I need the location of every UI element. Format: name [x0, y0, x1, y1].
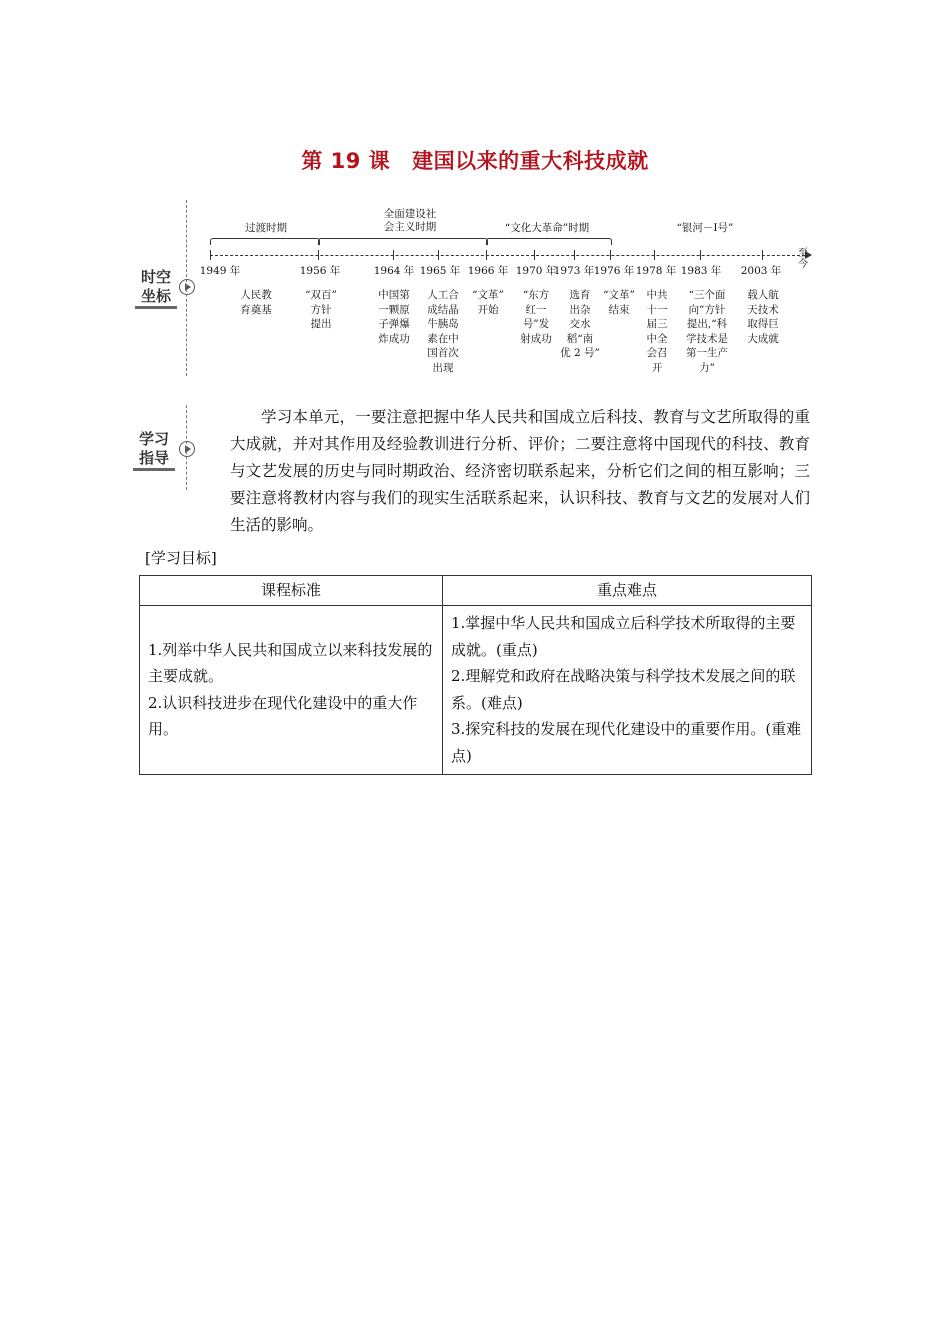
column-header: 重点难点 — [443, 576, 812, 606]
timeline-event: 中共 十一 届三 中全 会召 开 — [646, 289, 668, 374]
lesson-name: 建国以来的重大科技成就 — [412, 149, 649, 173]
period-brace — [210, 238, 320, 245]
year-tick — [762, 250, 763, 260]
year-tick — [393, 250, 394, 260]
year-label: 1978 年 — [635, 265, 677, 277]
year-label: 1983 年 — [680, 265, 722, 277]
timeline-event: “三个面 向”方针 提出,“科 学技术是 第一生产 力” — [686, 289, 728, 374]
year-label: 1973 年 — [553, 265, 595, 277]
play-arrow-icon — [179, 279, 195, 295]
section-divider — [186, 200, 187, 376]
axis-end-label: 至今 — [798, 248, 808, 270]
period-label: 全面建设社 会主义时期 — [383, 208, 437, 233]
year-label: 1976 年 — [593, 265, 635, 277]
list-item: 2.理解党和政府在战略决策与科学技术发展之间的联系。(难点) — [451, 667, 796, 712]
timeline-event: 载人航 天技术 取得巨 大成就 — [747, 289, 779, 345]
timeline-axis — [210, 255, 810, 256]
timeline-label-line2: 坐标 — [135, 287, 177, 309]
timeline-section-label — [135, 268, 177, 309]
period-label: “银河－Ⅰ号” — [676, 222, 734, 234]
curriculum-standards-cell — [140, 605, 443, 774]
year-tick — [486, 250, 487, 260]
year-label: 1970 年 — [515, 265, 557, 277]
timeline-event: “东方 红一 号”发 射成功 — [520, 289, 552, 345]
timeline-label-line1: 时空 — [140, 268, 171, 286]
period-brace — [486, 238, 612, 245]
year-label: 1956 年 — [299, 265, 341, 277]
study-guide-text: 学习本单元，一要注意把握中华人民共和国成立后科技、教育与文艺所取得的重大成就，并对其作用及经验教训进行分析、评价；二要注意将中国现代的科技、教育与文艺发展的历史与同时期政治、经济密切联系起来，分析它们之间的相互影响；三要注意将教材内容与我们的现实生活联系起来，认识科技、教育与文艺的发展对人们生活的影响。 — [230, 408, 810, 534]
timeline-event: 选育 出杂 交水 稻“南 优 2 号” — [560, 289, 600, 359]
year-label: 1949 年 — [199, 265, 241, 277]
year-label: 1965 年 — [419, 265, 461, 277]
timeline-event: “文革” 结束 — [603, 289, 635, 316]
page-title — [0, 145, 950, 175]
list-item: 1.列举中华人民共和国成立以来科技发展的主要成就。 — [148, 640, 433, 685]
timeline — [200, 200, 830, 380]
timeline-event: 人民教 育奠基 — [240, 289, 272, 316]
table-header-row — [140, 576, 812, 606]
timeline-event: “双百” 方针 提出 — [305, 289, 337, 330]
year-label: 1964 年 — [373, 265, 415, 277]
guide-section-label — [133, 430, 175, 471]
period-label: “文化大革命”时期 — [504, 222, 590, 234]
period-label: 过渡时期 — [245, 222, 287, 234]
year-tick — [210, 250, 211, 260]
key-points-cell — [443, 605, 812, 774]
period-brace — [318, 238, 488, 245]
year-tick — [318, 250, 319, 260]
year-tick — [700, 250, 701, 260]
timeline-event: 人工合 成结晶 牛胰岛 素在中 国首次 出现 — [427, 289, 459, 374]
year-tick — [534, 250, 535, 260]
timeline-event: 中国第 一颗原 子弹爆 炸成功 — [378, 289, 410, 345]
guide-label-line2: 指导 — [133, 449, 175, 471]
list-item: 1.掌握中华人民共和国成立后科学技术所取得的主要成就。(重点) — [451, 614, 796, 659]
table-row — [140, 605, 812, 774]
list-item: 3.探究科技的发展在现代化建设中的重要作用。(重难点) — [451, 720, 802, 765]
year-tick — [438, 250, 439, 260]
timeline-event: “文革” 开始 — [472, 289, 504, 316]
learning-goals-table — [139, 575, 812, 775]
list-item: 2.认识科技进步在现代化建设中的重大作用。 — [148, 693, 418, 738]
year-tick — [654, 250, 655, 260]
column-header: 课程标准 — [140, 576, 443, 606]
year-tick — [610, 250, 611, 260]
lesson-number: 第 19 课 — [301, 149, 391, 173]
guide-label-line1: 学习 — [138, 430, 169, 448]
year-label: 1966 年 — [467, 265, 509, 277]
play-arrow-icon — [179, 441, 195, 457]
year-tick — [574, 250, 575, 260]
section-divider — [186, 405, 187, 490]
year-label: 2003 年 — [740, 265, 782, 277]
learning-goals-heading: [学习目标] — [145, 549, 217, 567]
